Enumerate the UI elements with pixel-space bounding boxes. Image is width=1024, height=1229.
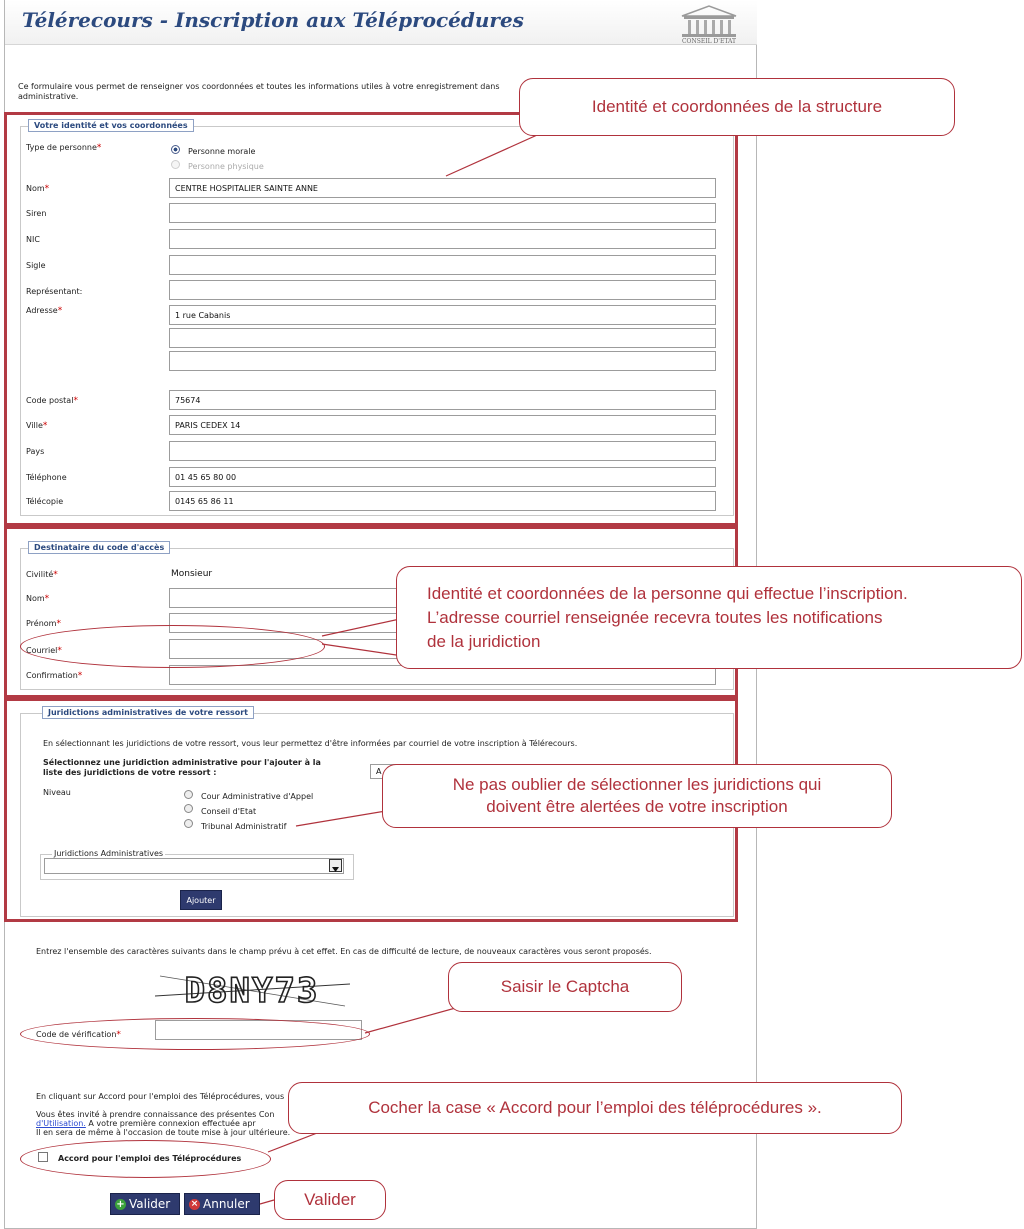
captcha-label: Code de vérification* [36,1030,121,1040]
callout-jurisdictions [382,764,892,828]
fax-input[interactable]: 0145 65 86 11 [169,491,716,511]
callout-person [396,566,1022,669]
terms-line-3: d'Utilisation. A votre première connexion effectuée apr [36,1119,256,1128]
valider-button-label: Valider [129,1197,171,1211]
prenom-label: Prénom* [26,619,61,629]
callout-captcha: Saisir le Captcha [448,962,682,1012]
pays-label: Pays [26,447,45,456]
identity-legend: Votre identité et vos coordonnées [28,119,194,132]
cp-input[interactable]: 75674 [169,390,716,410]
nom-input[interactable]: CENTRE HOSPITALIER SAINTE ANNE [169,178,716,198]
recipient-nom-label: Nom* [26,594,50,604]
representant-label: Représentant: [26,287,83,296]
intro-text-2: administrative. [18,92,79,101]
callout-person-line-2: L’adresse courriel renseignée recevra toutes les notifications [427,607,883,627]
courriel-label: Courriel* [26,646,62,656]
adresse-label: Adresse* [26,306,63,316]
jurisdictions-info: En sélectionnant les juridictions de votre ressort, vous leur permettez d'être informées par courriel de votre inscription à Télérecours. [43,739,578,748]
conseil-etat-label: Conseil d'Etat [201,807,257,816]
select-instructions-1: Sélectionnez une juridiction administrative pour l'ajouter à la [43,758,321,767]
recipient-legend: Destinataire du code d'accès [28,541,170,554]
callout-accord: Cocher la case « Accord pour l’emploi des téléprocédures ». [288,1082,902,1134]
terms-line-2: Vous êtes invité à prendre connaissance des présentes Con [36,1110,275,1119]
callout-person-line-1: Identité et coordonnées de la personne qui effectue l’inscription. [427,583,908,603]
adresse-input-1[interactable]: 1 rue Cabanis [169,305,716,325]
accord-checkbox-label: Accord pour l'emploi des Téléprocédures [58,1154,242,1163]
conditions-link[interactable]: d'Utilisation. [36,1119,86,1128]
callout-juri-line-1: Ne pas oublier de sélectionner les juridictions qui [452,775,822,794]
civilite-select[interactable]: Monsieur [169,566,409,582]
captcha-text: D8NY73 [184,971,320,1011]
type-label: Type de personne* [26,143,102,153]
logo-text: CONSEIL D'ETAT [681,38,737,45]
plus-icon: + [116,1198,125,1210]
ellipse-captcha [20,1018,370,1050]
tel-input[interactable]: 01 45 65 80 00 [169,467,716,487]
callout-person-line-3: de la juridiction [427,631,541,651]
cp-label: Code postal* [26,396,78,406]
annuler-button-label: Annuler [203,1197,250,1211]
page-title: Télérecours - Inscription aux Téléprocédures [22,8,524,32]
ville-input[interactable]: PARIS CEDEX 14 [169,415,716,435]
close-icon: × [190,1198,199,1209]
siren-label: Siren [26,209,47,218]
callout-structure: Identité et coordonnées de la structure [519,78,955,136]
select-instructions-2: liste des juridictions de votre ressort : [43,768,217,777]
confirmation-label: Confirmation* [26,671,83,681]
ellipse-accord [20,1140,271,1178]
callout-juri-line-2: doivent être alertées de votre inscription [486,797,788,816]
nic-label: NIC [26,235,40,244]
ellipse-courriel [20,625,325,668]
civilite-label: Civilité* [26,570,58,580]
callout-valider: Valider [274,1180,386,1220]
captcha-instructions: Entrez l'ensemble des caractères suivants dans le champ prévu à cet effet. En cas de difficulté de lecture, de nouveaux caractères vous seront proposés. [36,947,652,956]
terms-line-1: En cliquant sur Accord pour l'emploi des Téléprocédures, vous [36,1092,285,1101]
cour-appel-label: Cour Administrative d'Appel [201,792,314,801]
personne-morale-label: Personne morale [188,147,256,156]
tel-label: Téléphone [26,473,67,482]
terms-line-4: Il en sera de même à l'occasion de toute mise à jour ultérieure. [36,1128,291,1137]
intro-text: Ce formulaire vous permet de renseigner vos coordonnées et toutes les informations utiles à votre enregistrement dans [18,82,500,91]
tribunal-administratif-label: Tribunal Administratif [201,822,287,831]
add-jurisdiction-button[interactable]: Ajouter [180,890,222,910]
fax-label: Télécopie [26,497,64,506]
sigle-label: Sigle [26,261,46,270]
personne-physique-label: Personne physique [188,162,264,171]
nom-label: Nom* [26,184,50,194]
jurisdictions-list-box[interactable]: A [370,764,400,779]
niveau-label: Niveau [43,788,71,797]
ville-label: Ville* [26,421,48,431]
jurisdictions-legend: Juridictions administratives de votre ressort [42,706,254,719]
ja-legend: Juridictions Administratives [54,849,164,858]
